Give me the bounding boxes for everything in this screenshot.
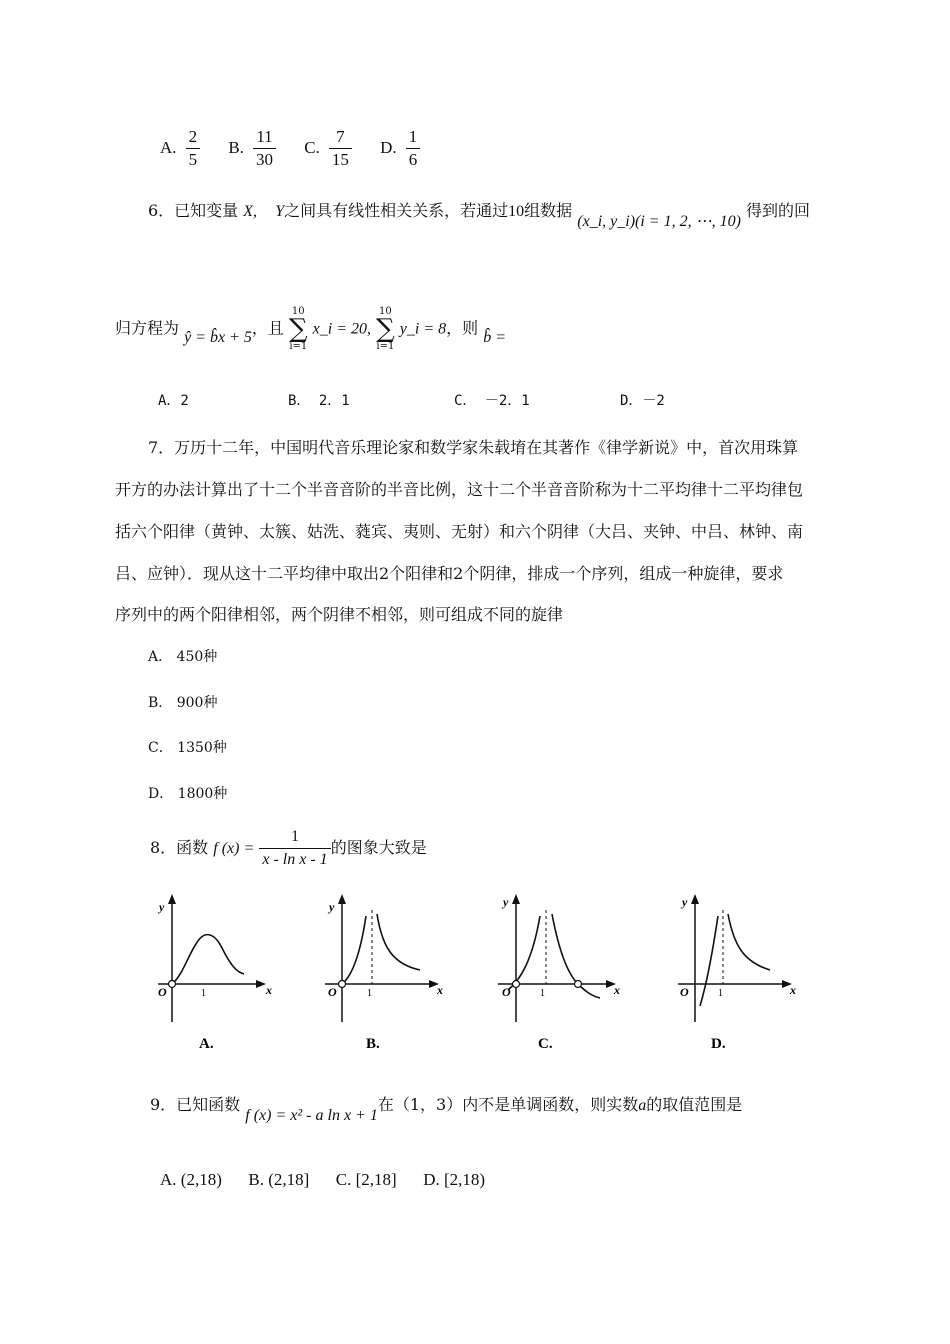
- q8-func: f (x) =: [213, 840, 255, 857]
- arrow-up-icon: [338, 894, 346, 904]
- q6-var-y: Y: [275, 203, 285, 220]
- graph-c-open-point-2: [575, 981, 582, 988]
- graph-a-y-label: y: [159, 900, 165, 914]
- graph-a-x-label: x: [266, 983, 272, 997]
- q6-data-expr: (x_i, y_i)(i = 1, 2, ⋯, 10): [577, 213, 741, 230]
- graph-d-caption: D.: [711, 1036, 726, 1052]
- q5-option-c-fraction: [329, 126, 352, 171]
- q6-option-b: B． 2．1: [288, 393, 350, 409]
- q6-line-2: [115, 306, 506, 352]
- q6-sum-x: [289, 306, 308, 352]
- q5-option-d-fraction: [406, 126, 421, 171]
- q6-sum-x-lower: i=1: [289, 341, 308, 352]
- graph-b-curve-right: [377, 914, 420, 970]
- q9-text1: 在（1，3）内不是单调函数，则实数: [377, 1095, 639, 1114]
- q6-sum-y-upper: 10: [379, 306, 392, 317]
- arrow-up-icon: [512, 894, 520, 904]
- q8-fraction: [259, 826, 330, 871]
- graph-d-curve-left: [700, 916, 718, 1006]
- q5-option-b-label: B.: [228, 138, 244, 157]
- q6-text5: ，且: [251, 318, 284, 338]
- q9-intro: 9．已知函数: [150, 1095, 241, 1114]
- q6-option-d: D．－2: [620, 393, 665, 409]
- q8-tail: 的图象大致是: [330, 838, 427, 857]
- graph-a-origin: O: [158, 985, 167, 999]
- q5-option-c-label: C.: [304, 138, 320, 157]
- q9-option-d: D. [2,18): [423, 1170, 486, 1189]
- q6-sum-x-expr: x_i = 20,: [312, 320, 372, 338]
- arrow-up-icon: [168, 894, 176, 904]
- q6-regression: ŷ = b̂x + 5: [184, 328, 252, 346]
- q9-options: [160, 1170, 485, 1190]
- q5-option-c-num: 7: [329, 126, 352, 149]
- graph-d-curve-right: [728, 914, 770, 970]
- q6-text4: 归方程为: [115, 318, 180, 338]
- graph-b: [325, 894, 443, 1022]
- graph-c-open-point: [513, 981, 520, 988]
- graph-c-caption: C.: [538, 1036, 553, 1052]
- q9-option-c: C. [2,18]: [335, 1170, 397, 1189]
- q9-text2: 的取值范围是: [646, 1095, 743, 1114]
- q6-option-c: C． －2．1: [454, 393, 530, 409]
- q8-num: 1: [259, 826, 330, 849]
- q6-text6: ，则: [446, 318, 479, 338]
- q6-count: 10: [508, 203, 525, 220]
- graph-c-tick: 1: [540, 988, 545, 999]
- q6-intro: 6．已知变量: [148, 201, 239, 220]
- q6-text1: 之间具有线性相关关系，若通过: [284, 201, 509, 220]
- q9-option-b: B. (2,18]: [248, 1170, 310, 1189]
- q6-text3: 得到的回: [746, 201, 811, 220]
- graph-b-y-label: y: [329, 900, 335, 914]
- q9-line: [150, 1092, 743, 1124]
- graph-b-x-label: x: [437, 983, 443, 997]
- q5-option-b-fraction: [253, 126, 276, 171]
- graph-a-curve: [172, 935, 244, 984]
- sigma-icon: ∑: [289, 314, 308, 344]
- arrow-up-icon: [691, 894, 699, 904]
- q8-graphs: [0, 886, 950, 1066]
- graph-c-curve-left: [508, 916, 540, 990]
- q5-option-a-num: 2: [186, 126, 201, 149]
- q6-line-1: [148, 198, 811, 230]
- q7-line-3: 括六个阳律（黄钟、太簇、姑洗、蕤宾、夷则、无射）和六个阴律（大吕、夹钟、中吕、林钟、南: [115, 522, 804, 541]
- q7-line-2: 开方的办法计算出了十二个半音音阶的半音比例，这十二个半音音阶称为十二平均律十二平均律包: [115, 480, 804, 499]
- graph-b-tick: 1: [367, 988, 372, 999]
- q8-intro: 8．函数: [150, 838, 209, 857]
- graph-b-caption: B.: [366, 1036, 380, 1052]
- arrow-right-icon: [256, 980, 266, 988]
- q7-line-1: 7．万历十二年，中国明代音乐理论家和数学家朱载堉在其著作《律学新说》中，首次用珠算: [148, 438, 799, 457]
- q6-sum-y: [376, 306, 395, 352]
- sigma-icon: ∑: [376, 314, 395, 344]
- q6-var-x: X,: [243, 203, 258, 220]
- graph-c: [498, 894, 620, 1022]
- q6-text2: 组数据: [524, 201, 573, 220]
- q6-option-a: A．2: [158, 393, 189, 409]
- graph-a: [157, 894, 272, 1022]
- q9-option-a: A. (2,18): [160, 1170, 222, 1189]
- q7-line-4: 吕、应钟）．现从这十二平均律中取出2个阳律和2个阴律，排成一个序列，组成一种旋律，要求: [115, 564, 784, 583]
- graph-b-open-point: [339, 981, 346, 988]
- graph-c-origin: O: [502, 985, 511, 999]
- q7-option-a: A． 450种: [148, 649, 218, 665]
- graph-b-origin: O: [328, 985, 337, 999]
- graph-d: [678, 894, 796, 1022]
- q5-option-d-num: 1: [406, 126, 421, 149]
- q5-option-d-den: 6: [408, 150, 418, 169]
- q6-sum-x-upper: 10: [291, 306, 305, 317]
- q5-option-a-label: A.: [160, 138, 177, 157]
- graph-c-y-label: y: [503, 895, 509, 909]
- graph-d-x-label: x: [790, 983, 796, 997]
- q6-sum-y-lower: i=1: [376, 341, 395, 352]
- q6-sum-y-expr: y_i = 8: [399, 320, 447, 338]
- q5-option-d-label: D.: [380, 138, 397, 157]
- q5-option-a-den: 5: [188, 150, 198, 169]
- graph-d-origin: O: [680, 985, 689, 999]
- q5-option-c-den: 15: [331, 150, 349, 169]
- graph-b-curve-left: [342, 916, 366, 984]
- graph-a-caption: A.: [199, 1036, 214, 1052]
- q7-option-d: D． 1800种: [148, 786, 228, 802]
- q9-func: f (x) = x² - a ln x + 1: [245, 1107, 378, 1124]
- graph-c-x-label: x: [614, 983, 620, 997]
- q5-options: [160, 126, 424, 171]
- q5-option-a-fraction: [186, 126, 201, 171]
- q7-option-b: B． 900种: [148, 695, 218, 711]
- q6-bhat: b̂ =: [483, 328, 507, 346]
- graph-d-y-label: y: [682, 895, 688, 909]
- q9-var-a: a: [638, 1097, 647, 1114]
- q5-option-b-den: 30: [256, 150, 273, 169]
- q8-den: x - ln x - 1: [262, 851, 328, 868]
- q8-line: [150, 826, 427, 871]
- q7-option-c: C． 1350种: [148, 740, 227, 756]
- graph-d-tick: 1: [718, 988, 723, 999]
- q7-line-5: 序列中的两个阳律相邻，两个阴律不相邻，则可组成不同的旋律: [115, 605, 564, 624]
- graph-a-tick: 1: [201, 988, 206, 999]
- q5-option-b-num: 11: [253, 126, 276, 149]
- graph-a-open-point: [169, 981, 176, 988]
